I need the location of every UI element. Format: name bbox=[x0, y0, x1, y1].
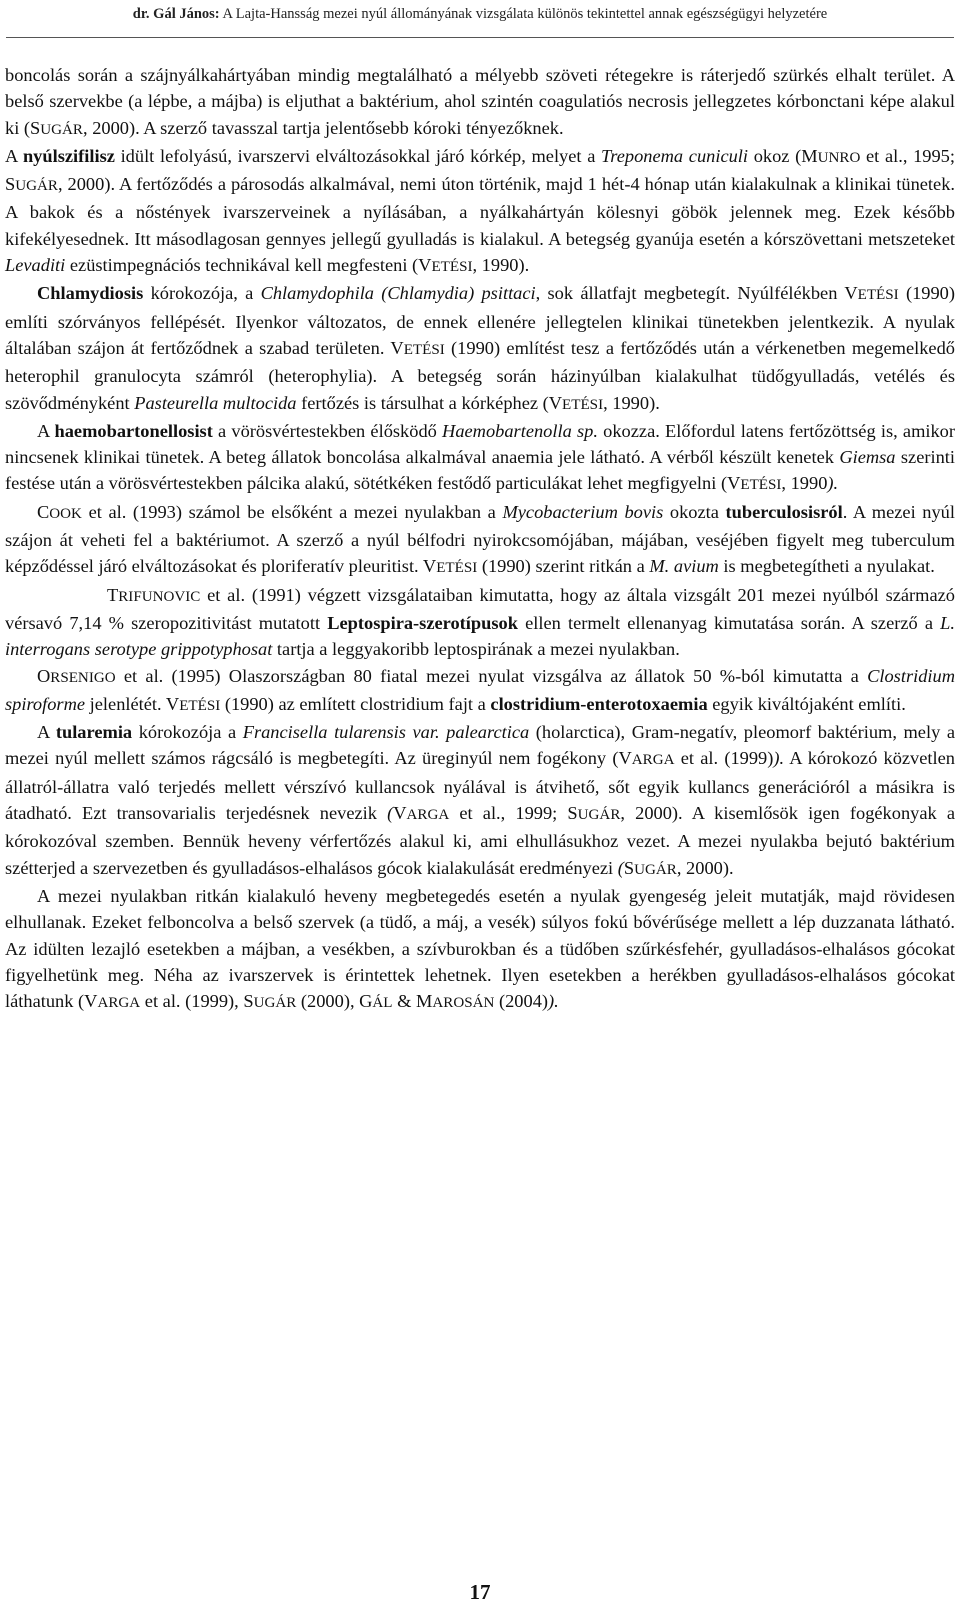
text-run: , 1990). bbox=[603, 392, 660, 413]
paragraph-tularemia bbox=[5, 719, 955, 883]
text-run: T bbox=[107, 584, 119, 605]
text-run: V bbox=[393, 803, 407, 824]
small-caps-run: UNRO bbox=[817, 149, 861, 166]
text-run: et al. (1993) számol be elsőként a mezei nyulakban a bbox=[81, 501, 503, 522]
italic-run: Francisella tularensis var. palearctica bbox=[242, 722, 530, 743]
italic-run: Haemobartenolla sp. bbox=[442, 420, 598, 441]
text-run: okoz (M bbox=[748, 145, 818, 166]
bold-run: nyúlszifilisz bbox=[22, 145, 115, 166]
text-run: et al. (1995) Olaszországban 80 fiatal mezei nyulat vizsgálva az állatok 50 %-ból kimutatta a bbox=[115, 665, 868, 686]
text-run: et al. (1999), S bbox=[140, 991, 254, 1012]
italic-run: ). bbox=[773, 748, 785, 769]
text-run: (1990) az említett clostridium fajt a bbox=[220, 693, 491, 714]
text-run: et al., 1995; S bbox=[5, 145, 955, 195]
header-rule bbox=[6, 37, 954, 38]
italic-run: ). bbox=[548, 991, 559, 1012]
text-run: (1990) említi szórványos fellépését. Ilyenkor változatos, de ennek ellenére jellegtelen klinikai tünetekben jelentkezik. A nyulak általában szájon át fertőződnek a szabad területen. V bbox=[5, 283, 955, 358]
italic-run: ( bbox=[617, 857, 624, 878]
bold-run: haemobartonellosist bbox=[54, 420, 213, 441]
small-caps-run: ETÉSI bbox=[431, 259, 473, 276]
italic-run: Giemsa bbox=[839, 447, 896, 468]
text-run: , 1990 bbox=[781, 473, 828, 494]
small-caps-run: ETÉSI bbox=[562, 396, 604, 413]
bold-run: tuberculosisról bbox=[725, 501, 843, 522]
paragraph-haemobartonellosis bbox=[5, 418, 955, 499]
small-caps-run: ARGA bbox=[631, 752, 675, 769]
text-run: ellen termelt ellenanyag kimutatása során. A szerző a bbox=[517, 612, 941, 633]
small-caps-run: ÁL bbox=[372, 995, 393, 1012]
small-caps-run: OOK bbox=[49, 505, 82, 522]
bold-run: clostridium-enterotoxaemia bbox=[490, 693, 708, 714]
text-run: , 2000). A szerző tavasszal tartja jelentősebb kóroki tényezőknek. bbox=[83, 117, 564, 138]
text-run: (2004) bbox=[494, 991, 549, 1012]
text-run: A bbox=[37, 420, 55, 441]
header-author: dr. Gál János: bbox=[132, 6, 220, 22]
small-caps-run: UGÁR bbox=[40, 121, 83, 138]
text-run: kórokozója a bbox=[132, 722, 243, 743]
text-run: kórokozója, a bbox=[143, 283, 261, 304]
text-run: , sok állatfajt megbetegít. Nyúlfélékben V bbox=[535, 283, 858, 304]
page-number: 17 bbox=[469, 1580, 491, 1604]
italic-run: Chlamydophila (Chlamydia) psittaci bbox=[260, 283, 536, 304]
small-caps-run: UGÁR bbox=[634, 861, 677, 878]
text-run: A bbox=[5, 145, 23, 166]
text-run: okozza. Előfordul latens fertőzöttség is, amikor nincsenek klinikai tünetek. A beteg állatok boncolása alkalmával anaemia jele látható. A vérből készült kenetek bbox=[5, 420, 956, 468]
text-run: a vörösvértestekben élősködő bbox=[212, 420, 443, 441]
text-run: boncolás során a szájnyálkahártyában mindig megtalálható a mélyebb szöveti rétegekre is ráterjedő szürkés elhalt terület. A belső szervekbe (a lépbe, a májba) is eljuthat a baktérium, ahol szintén coagulatiós necrosis jellegzetes kórbonctani képe alakul ki (S bbox=[5, 65, 955, 138]
italic-run: M. avium bbox=[649, 556, 719, 577]
paragraph-tuberculosis bbox=[5, 499, 955, 582]
small-caps-run: RIFUNOVIC bbox=[118, 588, 201, 605]
text-run: (1990) említést tesz a fertőződés után a vérkenetben megemelkedő heterophil granulocyta számról (heterophylia). A betegség során házinyúlban kialakulhat tüdőgyulladás, vetélés és szövődményként bbox=[5, 337, 955, 413]
paragraph-clostridium bbox=[5, 663, 955, 720]
text-run: okozta bbox=[663, 501, 726, 522]
small-caps-run: ARGA bbox=[97, 995, 141, 1012]
text-run: idült lefolyású, ivarszervi elváltozásokkal járó kórkép, melyet a bbox=[114, 145, 602, 166]
text-run: is megbetegítheti a nyulakat. bbox=[718, 556, 935, 577]
small-caps-run: ARGA bbox=[406, 807, 450, 824]
italic-run: Levaditi bbox=[5, 255, 66, 276]
text-run: (1990) szerint ritkán a bbox=[477, 556, 650, 577]
text-run: , 2000). A kisemlősök igen fogékonyak a kórokozóval szemben. Bennük heveny vérfertőzés alakul ki, ami elhullásukhoz vezet. A mezei nyulakba bejutó baktérium szétterjed a szervezetben és gyulladásos-elhalásos gócok kialakulását eredményezi bbox=[5, 803, 955, 878]
text-run: A kórokozó közvetlen állatról-állatra való terjedés mellett vérszívó kullancsok nyálával is átvihető, sőt egyik kullancs generációról a másikra is átadható. Ezt transovarialis terjedésnek nevezik bbox=[5, 748, 955, 824]
text-run: et al., 1999; S bbox=[449, 803, 578, 824]
small-caps-run: ETÉSI bbox=[436, 560, 478, 577]
paragraph-leptospira bbox=[5, 582, 955, 663]
header-title: A Lajta-Hansság mezei nyúl állományának vizsgálata különös tekintettel annak egészségügyi helyzetére bbox=[222, 6, 828, 22]
text-run: , 1990). bbox=[472, 255, 530, 276]
text-run: (holarctica), Gram-negatív, pleomorf baktérium, mely a mezei nyúl mellett számos rágcsáló is megbetegíti. Az üreginyúl nem fogékony (V bbox=[5, 722, 955, 769]
paragraph-nyulszifilisz bbox=[5, 143, 955, 280]
italic-run: ( bbox=[387, 803, 394, 824]
italic-run: Clostridium spiroforme bbox=[5, 665, 955, 714]
text-run: egyik kiváltójaként említi. bbox=[707, 693, 906, 714]
italic-run: L. interrogans serotype grippotyphosat bbox=[5, 612, 955, 660]
text-run: fertőzés is társulhat a kórképhez (V bbox=[296, 392, 563, 413]
text-run: A mezei nyulakban ritkán kialakuló heveny megbetegedés esetén a nyulak gyengeség jeleit mutatják, majd rövidesen elhullanak. Ezeket felboncolva a belső szervek (a tüdő, a máj, a vesék) súlyos fokú bővérűsége mellett a lép duzzanata látható. Az idülten lezajló esetekben a májban, a vesékben, a szívburokban és a tüdőben szűrkésfehér, gyulladásos-elhalásos gócokat figyelhetünk meg. Néha az ivarszervek is érintettek lehetnek. Ilyen esetekben a herékben gyulladásos-elhalásos gócokat láthatunk (V bbox=[5, 885, 955, 1012]
paragraph-tularemia-pathology bbox=[5, 883, 955, 1016]
small-caps-run: ETÉSI bbox=[857, 287, 899, 304]
text-run: O bbox=[37, 665, 51, 686]
small-caps-run: ETÉSI bbox=[403, 341, 445, 358]
text-run: C bbox=[37, 501, 50, 522]
running-header bbox=[0, 6, 960, 23]
small-caps-run: UGÁR bbox=[253, 995, 297, 1012]
italic-run: ). bbox=[827, 473, 839, 494]
text-run: , 2000). A fertőződés a párosodás alkalmával, nemi úton történik, majd 1 hét-4 hónap után kialakulnak a klinikai tünetek. A bakok és a nőstények ivarszerveinek a nyílásában, a nyálkahártyán kölesnyi göbök jelennek meg. Ezek később kifekélyesednek. Itt másodlagosan gennyes jellegű gyulladás is kialakul. A betegség gyanúja esetén a kórszövettani metszeteket bbox=[5, 174, 955, 249]
paragraph-chlamydiosis bbox=[5, 280, 955, 417]
bold-run: Leptospira-szerotípusok bbox=[327, 612, 518, 633]
text-run: et al. (1991) végzett vizsgálataiban kimutatta, hogy az általa vizsgált 201 mezei nyúlból származó vérsavó 7,14 % szeropozitivitást mutatott bbox=[5, 584, 955, 633]
text-run: A bbox=[37, 722, 56, 743]
italic-run: Treponema cuniculi bbox=[601, 145, 749, 166]
bold-run: Chlamydiosis bbox=[37, 283, 144, 304]
text-run: jelenlétét. V bbox=[85, 693, 180, 714]
small-caps-run: ETÉSI bbox=[740, 477, 782, 494]
small-caps-run: RSENIGO bbox=[50, 669, 116, 686]
text-run: ezüstimpegnációs technikával kell megfesteni (V bbox=[65, 255, 432, 276]
italic-run: Mycobacterium bovis bbox=[502, 501, 664, 522]
small-caps-run: AROSÁN bbox=[432, 995, 495, 1012]
text-run: et al. (1999) bbox=[674, 748, 774, 769]
article-body bbox=[5, 62, 955, 1016]
small-caps-run: ETÉSI bbox=[179, 697, 221, 714]
small-caps-run: UGÁR bbox=[577, 807, 621, 824]
text-run: S bbox=[623, 857, 635, 878]
text-run: szerinti festése után a vörösvértestekben pálcika alakú, sötétkéken festődő particulákat lehet megfigyelni (V bbox=[5, 447, 956, 494]
small-caps-run: UGÁR bbox=[15, 178, 58, 195]
text-run: & M bbox=[392, 991, 433, 1012]
italic-run: Pasteurella multocida bbox=[134, 392, 297, 413]
text-run: (2000), G bbox=[296, 991, 373, 1012]
paragraph-bacterium-continuation bbox=[5, 62, 955, 143]
text-run: tartja a leggyakoribb leptospirának a mezei nyulakban. bbox=[272, 639, 680, 660]
text-run: . A mezei nyúl szájon át veheti fel a baktériumot. A szerző a nyúl bélfodri nyirokcsomójában, májában, veséjében figyelt meg tuberculum képződéssel járó elváltozásokat és ploriferatív pleuritist. V bbox=[5, 501, 955, 577]
text-run: , 2000). bbox=[676, 857, 734, 878]
bold-run: tularemia bbox=[55, 722, 133, 743]
